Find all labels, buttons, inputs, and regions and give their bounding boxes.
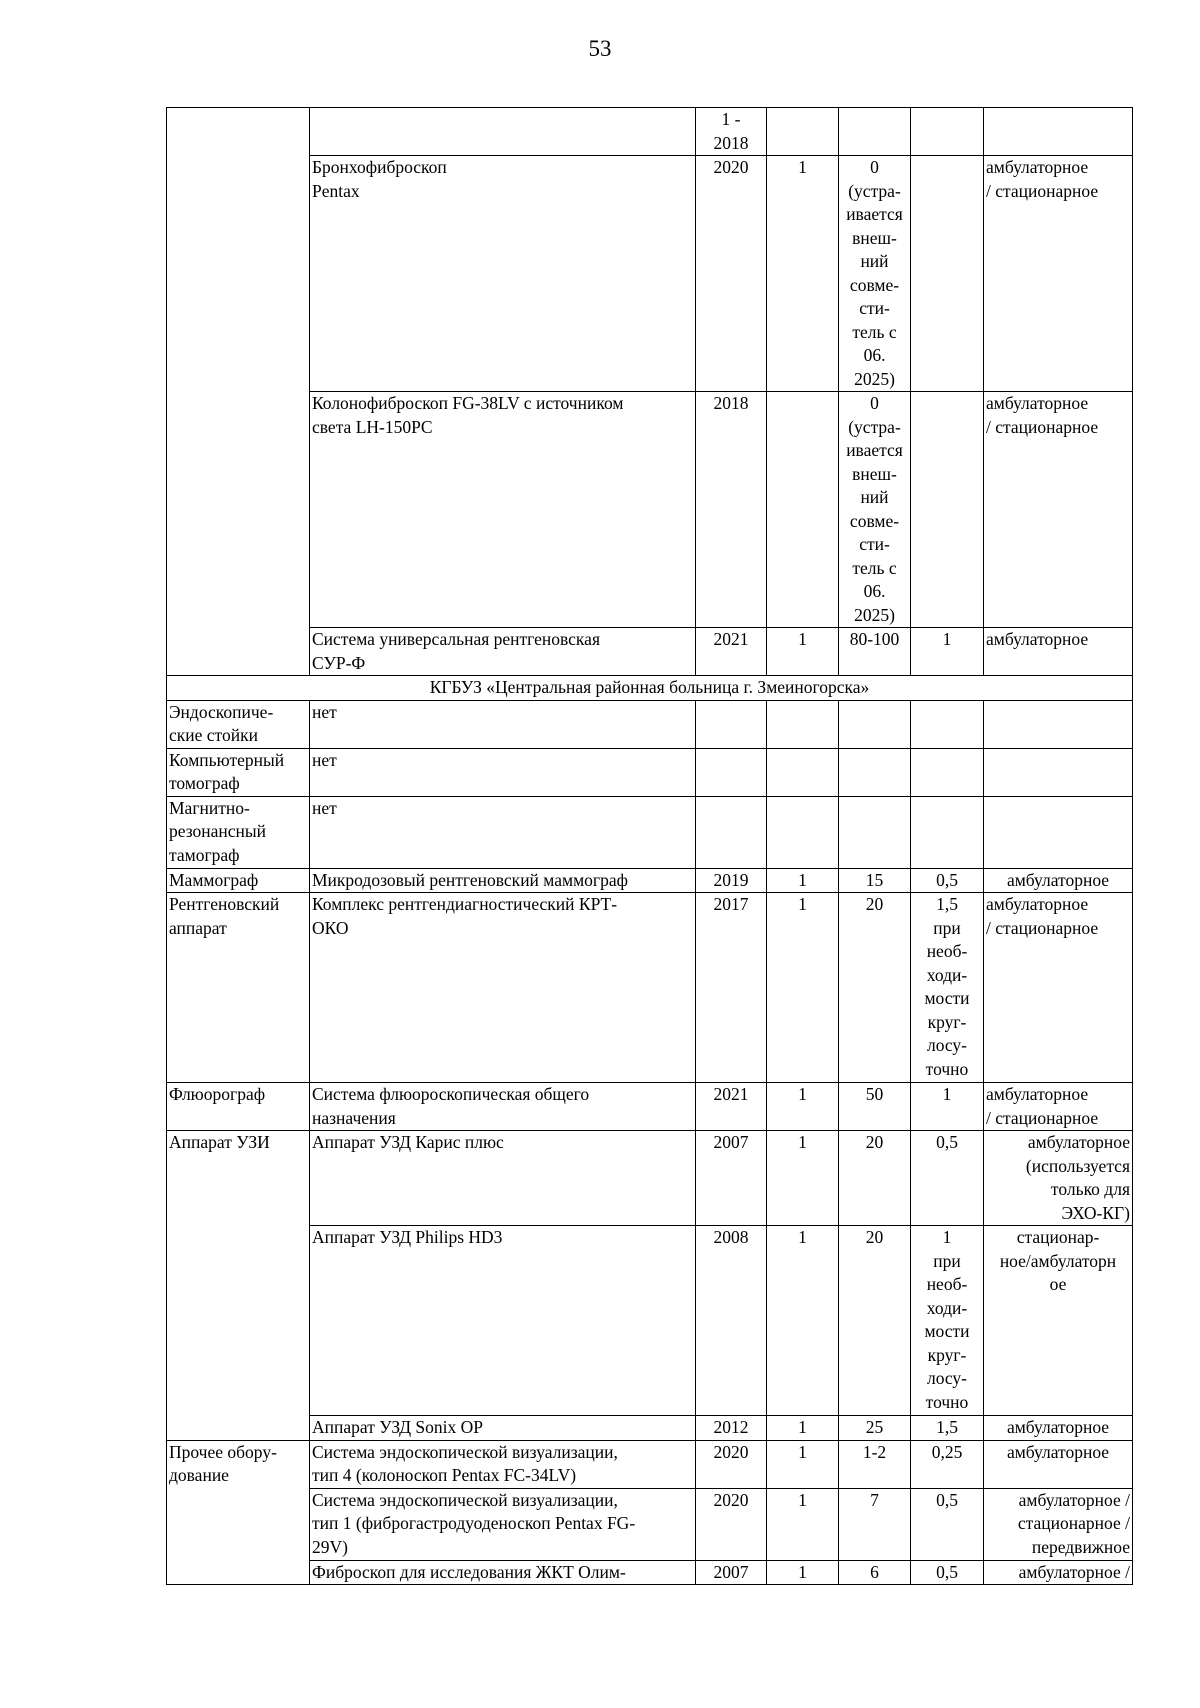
shift-cell: 0,5 <box>911 1488 984 1560</box>
qty-cell: 1 <box>767 868 839 893</box>
table-row <box>167 1440 1133 1488</box>
year-cell: 2020 <box>696 1440 767 1488</box>
mode-cell: амбулаторное / стационарное <box>984 392 1133 628</box>
qty-cell: 1 <box>767 1131 839 1226</box>
shift-cell: 1 <box>911 628 984 676</box>
shift-cell: 1,5 <box>911 1416 984 1441</box>
qty-cell <box>767 748 839 796</box>
name-cell: Система флюороскопическая общего назначения <box>310 1083 696 1131</box>
load-cell <box>839 796 911 868</box>
qty-cell: 1 <box>767 1440 839 1488</box>
equipment-table <box>166 107 1133 1585</box>
table-row <box>167 868 1133 893</box>
category-cell: Флюорограф <box>167 1083 310 1131</box>
year-cell: 2008 <box>696 1226 767 1416</box>
qty-cell <box>767 108 839 156</box>
name-cell: Аппарат УЗД Sonix OP <box>310 1416 696 1441</box>
mode-cell: амбулаторное <box>984 1440 1133 1488</box>
qty-cell <box>767 796 839 868</box>
table-row <box>167 156 1133 392</box>
year-cell: 2020 <box>696 156 767 392</box>
name-cell: Бронхофиброскоп Pentax <box>310 156 696 392</box>
mode-cell: амбулаторное / стационарное <box>984 1083 1133 1131</box>
table-row <box>167 796 1133 868</box>
load-cell: 0 (устра- ивается внеш- ний совме- сти- тель с 06. 2025) <box>839 156 911 392</box>
category-cell: Магнитно- резонансный тамограф <box>167 796 310 868</box>
load-cell <box>839 748 911 796</box>
shift-cell <box>911 156 984 392</box>
table-row <box>167 1131 1133 1226</box>
mode-cell: амбулаторное <box>984 868 1133 893</box>
qty-cell: 1 <box>767 1226 839 1416</box>
shift-cell <box>911 108 984 156</box>
qty-cell: 1 <box>767 1083 839 1131</box>
mode-cell: амбулаторное / стационарное <box>984 893 1133 1083</box>
load-cell: 15 <box>839 868 911 893</box>
table-row <box>167 893 1133 1083</box>
year-cell: 2017 <box>696 893 767 1083</box>
year-cell: 2020 <box>696 1488 767 1560</box>
load-cell: 80-100 <box>839 628 911 676</box>
mode-cell: амбулаторное / стационарное <box>984 156 1133 392</box>
name-cell: Система эндоскопической визуализации, тип 1 (фиброгастродуоденоскоп Pentax FG- 29V) <box>310 1488 696 1560</box>
shift-cell: 1 при необ- ходи- мости круг- лосу- точно <box>911 1226 984 1416</box>
qty-cell: 1 <box>767 156 839 392</box>
load-cell <box>839 108 911 156</box>
year-cell: 2012 <box>696 1416 767 1441</box>
name-cell: Колонофиброскоп FG-38LV с источником света LH-150PC <box>310 392 696 628</box>
load-cell: 1-2 <box>839 1440 911 1488</box>
table-row <box>167 628 1133 676</box>
name-cell: нет <box>310 796 696 868</box>
qty-cell: 1 <box>767 893 839 1083</box>
load-cell <box>839 700 911 748</box>
load-cell: 20 <box>839 1131 911 1226</box>
table-row <box>167 748 1133 796</box>
load-cell: 0 (устра- ивается внеш- ний совме- сти- тель с 06. 2025) <box>839 392 911 628</box>
year-cell: 2021 <box>696 628 767 676</box>
category-cell: Прочее обору- дование <box>167 1440 310 1585</box>
load-cell: 25 <box>839 1416 911 1441</box>
category-cell: Рентгеновский аппарат <box>167 893 310 1083</box>
year-cell: 2007 <box>696 1131 767 1226</box>
category-cell: Эндоскопиче- ские стойки <box>167 700 310 748</box>
mode-cell: амбулаторное / <box>984 1560 1133 1585</box>
mode-cell: амбулаторное <box>984 628 1133 676</box>
name-cell: Комплекс рентгендиагностический КРТ- ОКО <box>310 893 696 1083</box>
shift-cell: 1 <box>911 1083 984 1131</box>
shift-cell: 0,5 <box>911 868 984 893</box>
qty-cell: 1 <box>767 1488 839 1560</box>
shift-cell <box>911 748 984 796</box>
shift-cell: 0,5 <box>911 1131 984 1226</box>
year-cell: 2021 <box>696 1083 767 1131</box>
shift-cell: 0,5 <box>911 1560 984 1585</box>
table-row <box>167 1488 1133 1560</box>
shift-cell: 1,5 при необ- ходи- мости круг- лосу- точно <box>911 893 984 1083</box>
shift-cell <box>911 700 984 748</box>
year-cell <box>696 700 767 748</box>
table-row <box>167 1416 1133 1441</box>
name-cell <box>310 108 696 156</box>
shift-cell <box>911 796 984 868</box>
load-cell: 7 <box>839 1488 911 1560</box>
category-cell: Компьютерный томограф <box>167 748 310 796</box>
qty-cell <box>767 392 839 628</box>
load-cell: 20 <box>839 1226 911 1416</box>
year-cell: 2018 <box>696 392 767 628</box>
name-cell: Аппарат УЗД Карис плюс <box>310 1131 696 1226</box>
shift-cell <box>911 392 984 628</box>
mode-cell: амбулаторное <box>984 1416 1133 1441</box>
table-row <box>167 700 1133 748</box>
section-title: КГБУЗ «Центральная районная больница г. Змеиногорска» <box>167 676 1133 701</box>
year-cell: 2007 <box>696 1560 767 1585</box>
shift-cell: 0,25 <box>911 1440 984 1488</box>
category-cell: Аппарат УЗИ <box>167 1131 310 1441</box>
year-cell: 2019 <box>696 868 767 893</box>
name-cell: Система эндоскопической визуализации, тип 4 (колоноскоп Pentax FC-34LV) <box>310 1440 696 1488</box>
table-row <box>167 392 1133 628</box>
page-number: 53 <box>588 36 612 61</box>
mode-cell: амбулаторное (используется только для ЭХО-КГ) <box>984 1131 1133 1226</box>
mode-cell <box>984 700 1133 748</box>
table-row <box>167 1226 1133 1416</box>
qty-cell: 1 <box>767 628 839 676</box>
year-cell <box>696 796 767 868</box>
name-cell: Микродозовый рентгеновский маммограф <box>310 868 696 893</box>
section-header-row <box>167 676 1133 701</box>
name-cell: Фиброскоп для исследования ЖКТ Олим- <box>310 1560 696 1585</box>
name-cell: Система универсальная рентгеновская СУР-Ф <box>310 628 696 676</box>
qty-cell: 1 <box>767 1560 839 1585</box>
load-cell: 50 <box>839 1083 911 1131</box>
mode-cell: амбулаторное / стационарное / передвижное <box>984 1488 1133 1560</box>
name-cell: нет <box>310 700 696 748</box>
mode-cell <box>984 108 1133 156</box>
mode-cell <box>984 748 1133 796</box>
table-row <box>167 108 1133 156</box>
year-cell <box>696 748 767 796</box>
table-row <box>167 1560 1133 1585</box>
qty-cell: 1 <box>767 1416 839 1441</box>
qty-cell <box>767 700 839 748</box>
mode-cell <box>984 796 1133 868</box>
mode-cell: стационар- ное/амбулаторн ое <box>984 1226 1133 1416</box>
name-cell: нет <box>310 748 696 796</box>
load-cell: 20 <box>839 893 911 1083</box>
load-cell: 6 <box>839 1560 911 1585</box>
year-cell: 1 - 2018 <box>696 108 767 156</box>
category-cell: Маммограф <box>167 868 310 893</box>
table-row <box>167 1083 1133 1131</box>
category-cell <box>167 108 310 676</box>
name-cell: Аппарат УЗД Philips HD3 <box>310 1226 696 1416</box>
